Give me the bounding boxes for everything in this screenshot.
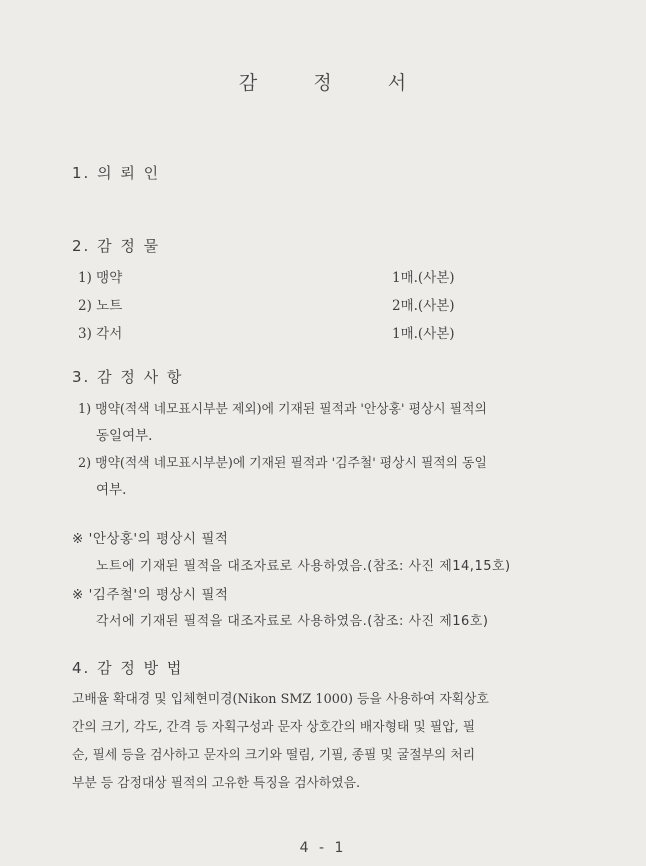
section-requester-heading: 1. 의 뢰 인 [72, 164, 161, 182]
matter-2-line-2: 여부. [96, 482, 127, 498]
page-number: 4 - 1 [299, 840, 347, 856]
title-char-1: 감 [238, 72, 259, 94]
matter-1-line-2: 동일여부. [96, 428, 153, 444]
object-item-3-label: 3) 각서 [78, 326, 123, 342]
object-item-1-label: 1) 맹약 [78, 270, 123, 286]
title-char-2: 정 [313, 72, 333, 94]
note-2-title: ※ '김주철'의 평상시 필적 [72, 587, 229, 603]
title-char-3: 서 [387, 72, 408, 94]
matter-1-line-1: 1) 맹약(적색 네모표시부분 제외)에 기재된 필적과 '안상홍' 평상시 필적의 [78, 402, 487, 417]
section-objects-heading: 2. 감 정 물 [72, 237, 161, 255]
note-1-body: 노트에 기재된 필적을 대조자료로 사용하였음.(참조: 사진 제14,15호) [96, 559, 511, 574]
method-line-2: 간의 크기, 각도, 간격 등 자획구성과 문자 상호간의 배자형태 및 필압, 필 [72, 720, 476, 735]
section-matters-heading: 3. 감 정 사 항 [72, 368, 184, 386]
document-title [0, 68, 646, 95]
section-method-heading: 4. 감 정 방 법 [72, 659, 184, 677]
method-line-4: 부분 등 감정대상 필적의 고유한 특징을 검사하였음. [72, 776, 361, 791]
object-item-1-value: 1매.(사본) [392, 270, 455, 286]
object-item-2-value: 2매.(사본) [392, 298, 455, 314]
matter-2-line-1: 2) 맹약(적색 네모표시부분)에 기재된 필적과 '김주철' 평상시 필적의 동일 [78, 456, 487, 471]
object-item-3-value: 1매.(사본) [392, 326, 455, 342]
method-line-1: 고배율 확대경 및 입체현미경(Nikon SMZ 1000) 등을 사용하여 자획상호 [72, 692, 489, 707]
method-line-3: 순, 필세 등을 검사하고 문자의 크기와 떨림, 기필, 종필 및 굴절부의 처리 [72, 748, 476, 763]
note-1-title: ※ '안상홍'의 평상시 필적 [72, 531, 229, 547]
object-item-2-label: 2) 노트 [78, 298, 123, 314]
note-2-body: 각서에 기재된 필적을 대조자료로 사용하였음.(참조: 사진 제16호) [96, 614, 489, 629]
